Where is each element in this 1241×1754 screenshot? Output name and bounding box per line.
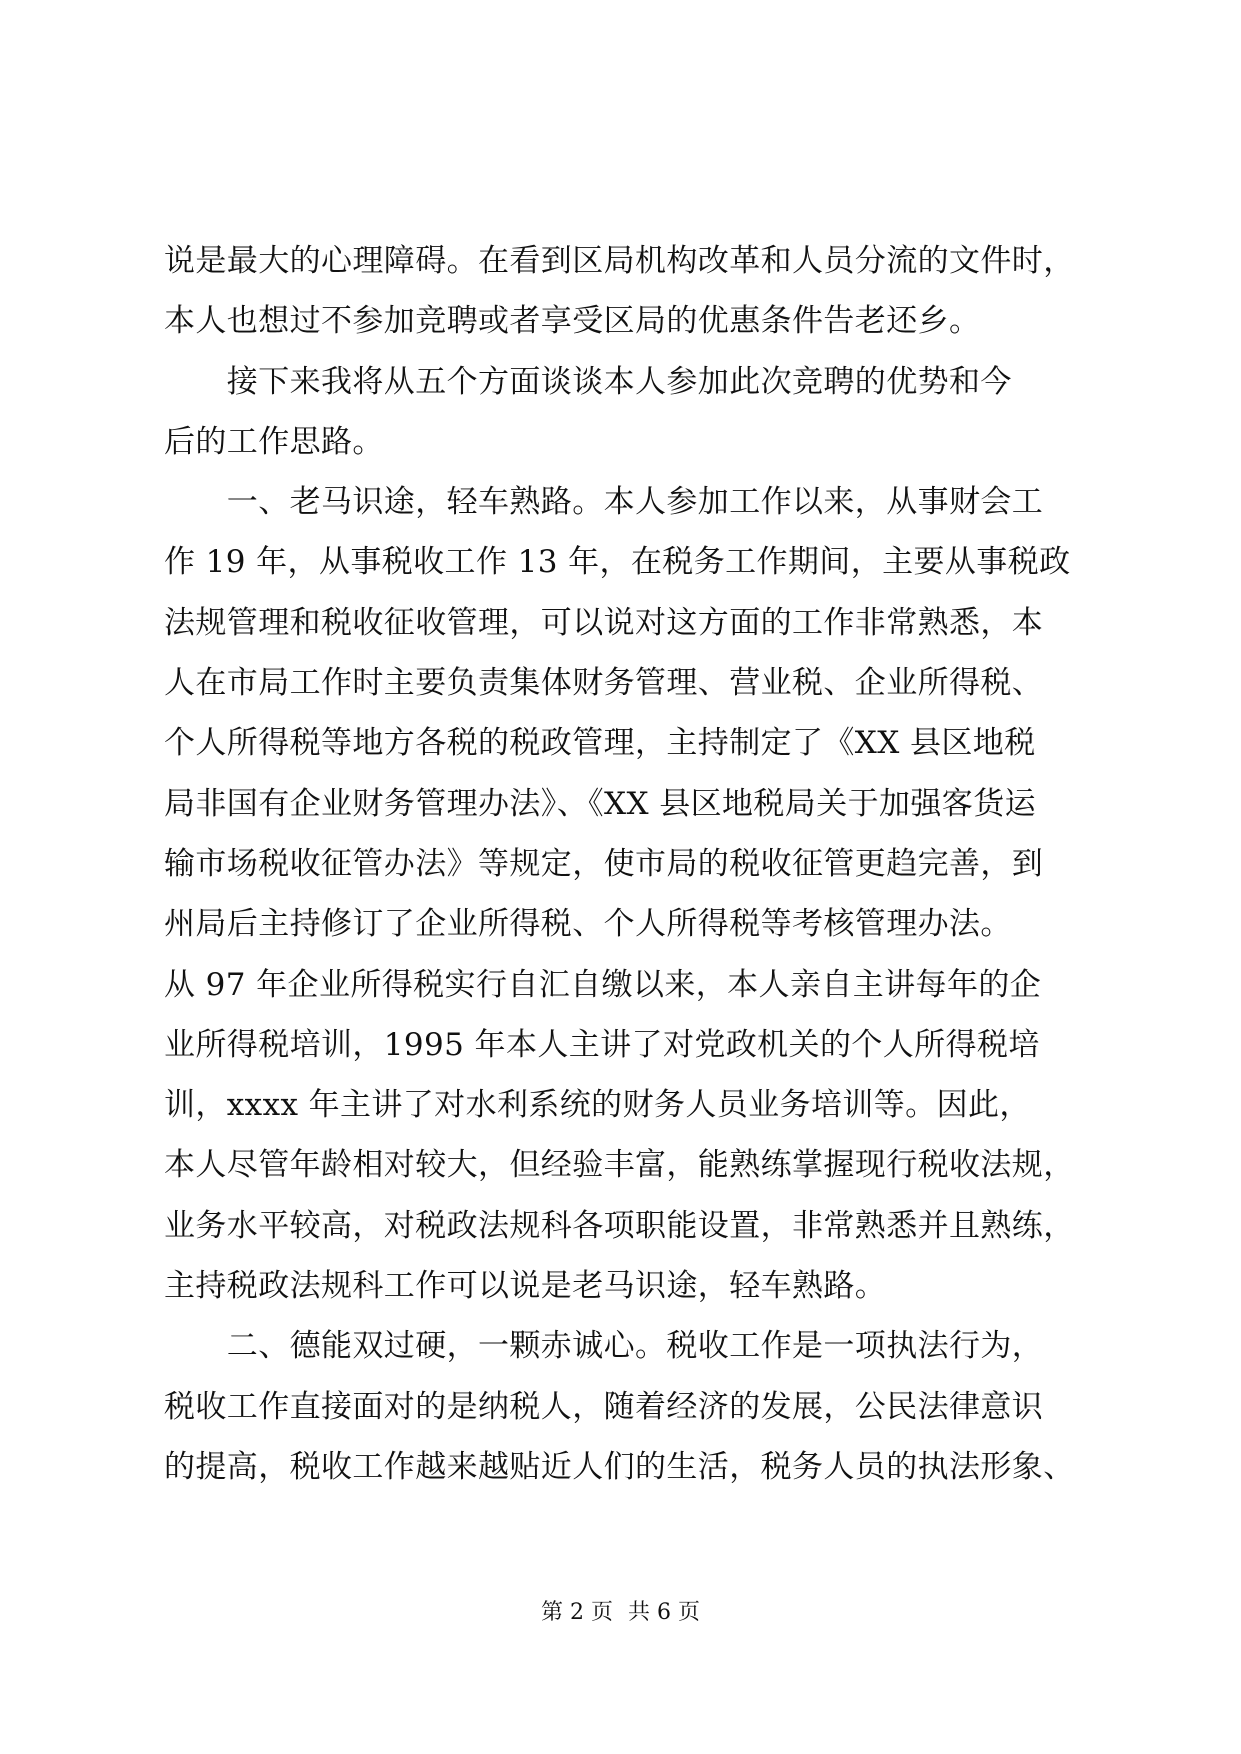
text-line: 本人尽管年龄相对较大，但经验丰富，能熟练掌握现行税收法规， [164, 1147, 1075, 1184]
text-line: 主持税政法规科工作可以说是老马识途，轻车熟路。 [164, 1268, 887, 1305]
text-line: 业务水平较高，对税政法规科各项职能设置，非常熟悉并且熟练， [164, 1207, 1075, 1244]
text-line: 说是最大的心理障碍。在看到区局机构改革和人员分流的文件时， [164, 243, 1075, 279]
text-line: 州局后主持修订了企业所得税、个人所得税等考核管理办法。 [164, 906, 1012, 943]
text-line: 法规管理和税收征收管理，可以说对这方面的工作非常熟悉，本 [164, 604, 1044, 641]
page-total: 共 6 页 [628, 1600, 700, 1625]
text-line: 作 19 年，从事税收工作 13 年，在税务工作期间，主要从事税政 [164, 544, 1071, 581]
text-line: 从 97 年企业所得税实行自汇自缴以来，本人亲自主讲每年的企 [164, 966, 1042, 1003]
page-number: 第 2 页 [541, 1600, 613, 1625]
text-line: 税收工作直接面对的是纳税人，随着经济的发展，公民法律意识 [164, 1388, 1044, 1425]
text-line: 接下来我将从五个方面谈谈本人参加此次竞聘的优势和今 [164, 363, 1012, 400]
text-line: 业所得税培训，1995 年本人主讲了对党政机关的个人所得税培 [164, 1026, 1040, 1063]
text-line: 二、德能双过硬，一颗赤诚心。税收工作是一项执法行为， [164, 1328, 1044, 1365]
text-line: 局非国有企业财务管理办法》、《XX 县区地税局关于加强客货运 [164, 785, 1036, 822]
text-line: 输市场税收征管办法》等规定，使市局的税收征管更趋完善，到 [164, 845, 1044, 882]
text-line: 后的工作思路。 [164, 423, 384, 460]
text-line: 个人所得税等地方各税的税政管理，主持制定了《XX 县区地税 [164, 725, 1036, 762]
text-line: 人在市局工作时主要负责集体财务管理、营业税、企业所得税、 [164, 665, 1044, 702]
text-line: 的提高，税收工作越来越贴近人们的生活，税务人员的执法形象、 [164, 1448, 1075, 1485]
text-line: 一、老马识途，轻车熟路。本人参加工作以来，从事财会工 [164, 484, 1044, 521]
text-line: 训，xxxx 年主讲了对水利系统的财务人员业务培训等。因此， [164, 1087, 1031, 1124]
text-line: 本人也想过不参加竞聘或者享受区局的优惠条件告老还乡。 [164, 303, 981, 340]
page-footer [0, 1598, 1241, 1628]
document-body [164, 231, 1084, 1497]
